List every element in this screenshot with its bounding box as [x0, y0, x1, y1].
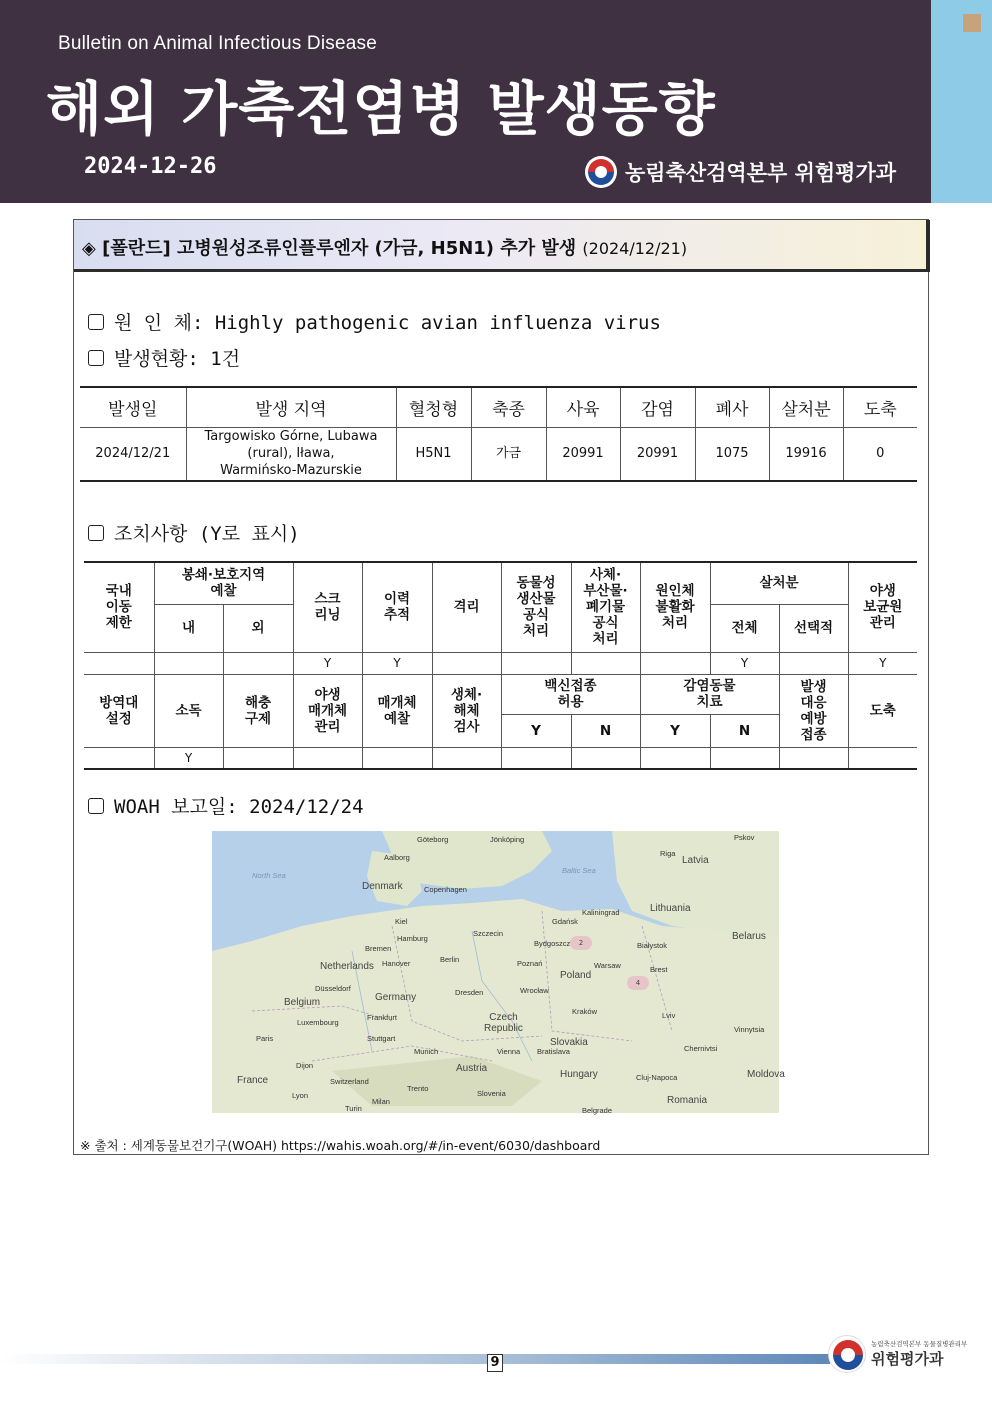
map-label: Slovakia	[550, 1037, 588, 1048]
measures-marks-row-1	[84, 652, 917, 674]
footer-org-big: 위험평가과	[871, 1350, 944, 1368]
mark-cell	[640, 747, 710, 769]
mark-cell	[293, 747, 362, 769]
mark-cell	[84, 652, 154, 674]
outbreak-region	[186, 427, 396, 481]
measure-zone-outside: 외	[223, 604, 293, 652]
map-label: Belgium	[284, 997, 321, 1008]
measure-culling-all: 전체	[710, 604, 779, 652]
mark-cell	[154, 652, 223, 674]
region-line: Targowisko Górne, Lubawa	[204, 429, 378, 445]
map-label: Vinnytsia	[734, 1025, 765, 1034]
mark-cell: Y	[293, 652, 362, 674]
map-label: Hamburg	[397, 934, 428, 943]
map-label: Göteborg	[417, 835, 449, 844]
col-header: 사육	[546, 387, 620, 427]
map-label: Chernivtsi	[684, 1044, 718, 1053]
header-org-name: 농림축산검역본부 위험평가과	[625, 161, 897, 185]
map-label: Belgrade	[582, 1106, 613, 1115]
header-org	[585, 156, 896, 188]
report-title-bar	[74, 220, 930, 272]
mark-cell	[571, 652, 640, 674]
checkbox-square-icon	[88, 525, 104, 541]
measures-heading-text: 조치사항 (Y로 표시)	[114, 523, 300, 545]
map-label: Lyon	[292, 1091, 308, 1100]
map-label: Jönköping	[490, 835, 525, 844]
map-label: France	[237, 1075, 269, 1086]
map-land-svg	[212, 831, 779, 1113]
agent-text: 원 인 체: Highly pathogenic avian influenza virus	[114, 312, 661, 334]
map-label: Frankfurt	[367, 1013, 398, 1022]
measure-culling: 살처분	[710, 562, 848, 604]
outbreak-cluster-marker[interactable]: 4	[627, 976, 649, 990]
col-header: 축종	[471, 387, 546, 427]
measure-preventive-vaccination: 발생 대응 예방 접종	[779, 674, 848, 747]
government-emblem-icon	[585, 156, 617, 188]
outbreak-culled: 19916	[769, 427, 843, 481]
mark-cell	[779, 652, 848, 674]
map-label: Kraków	[572, 1007, 598, 1016]
outbreak-serotype: H5N1	[396, 427, 471, 481]
map-label: Moldova	[747, 1069, 785, 1080]
map-label: Trento	[407, 1084, 429, 1093]
map-label: Netherlands	[320, 961, 374, 972]
map-label: Stuttgart	[367, 1034, 396, 1043]
map-label: Aalborg	[384, 853, 410, 862]
map-label: Bydgoszcz	[534, 939, 571, 948]
mark-cell	[571, 747, 640, 769]
report-title-main: ◈ [폴란드] 고병원성조류인플루엔자 (가금, H5N1) 추가 발생	[82, 238, 583, 259]
measure-carcass-disposal: 사체· 부산물· 폐기물 공식 처리	[571, 562, 640, 652]
mark-cell	[84, 747, 154, 769]
status-text: 발생현황: 1건	[114, 348, 241, 370]
map-label: Kaliningrad	[582, 908, 620, 917]
table-row	[80, 427, 917, 481]
measure-wild-reservoir: 야생 보균원 관리	[848, 562, 917, 652]
col-header: 폐사	[695, 387, 769, 427]
agent-line	[88, 308, 661, 335]
header-side-strip	[931, 0, 992, 203]
measure-disinfection: 소독	[154, 674, 223, 747]
map-label: Dresden	[455, 988, 484, 997]
map-label: Lithuania	[650, 903, 691, 914]
measure-treatment: 감염동물 치료	[640, 674, 779, 714]
mark-cell	[640, 652, 710, 674]
measure-buffer-zone: 방역대 설정	[84, 674, 154, 747]
map-label: Munich	[414, 1047, 439, 1056]
map-label: Milan	[372, 1097, 390, 1106]
footer-org-small: 농림축산검역본부 동물질병관리부	[871, 1340, 968, 1348]
bulletin-subtitle: Bulletin on Animal Infectious Disease	[58, 33, 377, 54]
map-label: Turin	[345, 1104, 362, 1113]
mark-cell: Y	[710, 652, 779, 674]
map-label: Latvia	[682, 855, 709, 866]
woah-report-text: WOAH 보고일: 2024/12/24	[114, 796, 364, 818]
region-line: Warmińsko-Mazurskie	[220, 463, 362, 479]
measure-traceability: 이력 추적	[362, 562, 432, 652]
source-note: ※ 출처 : 세계동물보건기구(WOAH) https://wahis.woah.org/#/in-event/6030/dashboard	[80, 1138, 601, 1153]
measures-heading	[88, 519, 300, 546]
map-label: Kiel	[395, 917, 408, 926]
map-label: Denmark	[362, 881, 403, 892]
map-label: Hanover	[382, 959, 411, 968]
mark-cell	[848, 747, 917, 769]
map-label: Germany	[375, 992, 417, 1003]
header-banner	[0, 0, 931, 203]
col-header: 혈청형	[396, 387, 471, 427]
map-label: Czech Republic	[484, 1012, 523, 1034]
map-label: Paris	[256, 1034, 274, 1043]
measures-marks-row-2	[84, 747, 917, 769]
outbreak-table	[80, 386, 917, 482]
measure-animal-products: 동물성 생산물 공식 처리	[501, 562, 571, 652]
map-label: Bratislava	[537, 1047, 570, 1056]
map-label: Wrocław	[520, 986, 549, 995]
map-label: Hungary	[560, 1069, 598, 1080]
outbreak-date: 2024/12/21	[80, 427, 186, 481]
map-label: North Sea	[252, 871, 286, 880]
outbreak-cluster-marker[interactable]: 2	[570, 936, 592, 950]
map-label: Riga	[660, 849, 676, 858]
col-header: 살처분	[769, 387, 843, 427]
measure-zone-surveillance: 봉쇄·보호지역 예찰	[154, 562, 293, 604]
outbreak-species: 가금	[471, 427, 546, 481]
map-label: Belarus	[732, 931, 766, 942]
status-line	[88, 344, 240, 371]
header-side-square	[963, 14, 981, 32]
map-label: Luxembourg	[297, 1018, 339, 1027]
map-label: Vienna	[497, 1047, 521, 1056]
measure-wild-vector: 야생 매개체 관리	[293, 674, 362, 747]
measure-screening: 스크 리닝	[293, 562, 362, 652]
map-label: Poznań	[517, 959, 543, 968]
measure-vaccination-no: N	[571, 714, 640, 747]
checkbox-square-icon	[88, 798, 104, 814]
map-label: Berlin	[440, 955, 460, 964]
mark-cell: Y	[154, 747, 223, 769]
map-label: Brest	[650, 965, 668, 974]
map-label: Düsseldorf	[315, 984, 351, 993]
map-label: Pskov	[734, 833, 755, 842]
mark-cell	[223, 747, 293, 769]
bulletin-date: 2024-12-26	[84, 154, 217, 179]
measure-slaughter: 도축	[848, 674, 917, 747]
page-number: 9	[487, 1354, 503, 1372]
mark-cell	[501, 652, 571, 674]
outbreak-slaughtered: 0	[843, 427, 917, 481]
measure-inactivation: 원인체 불활화 처리	[640, 562, 710, 652]
government-emblem-icon	[828, 1335, 866, 1373]
outbreak-raised: 20991	[546, 427, 620, 481]
outbreak-infected: 20991	[620, 427, 695, 481]
mark-cell	[779, 747, 848, 769]
bulletin-title: 해외 가축전염병 발생동향	[46, 75, 716, 143]
map-label: Dijon	[296, 1061, 314, 1070]
mark-cell	[223, 652, 293, 674]
report-title	[82, 234, 687, 260]
checkbox-square-icon	[88, 350, 104, 366]
outbreak-dead: 1075	[695, 427, 769, 481]
mark-cell	[362, 747, 432, 769]
measure-vaccination: 백신접종 허용	[501, 674, 640, 714]
mark-cell	[501, 747, 571, 769]
map-label: Szczecin	[473, 929, 504, 938]
map-label: Gdańsk	[552, 917, 578, 926]
mark-cell	[710, 747, 779, 769]
measure-vaccination-yes: Y	[501, 714, 571, 747]
map-label: Baltic Sea	[562, 866, 596, 875]
map-label: Lviv	[662, 1011, 676, 1020]
region-line: (rural), Iława,	[247, 446, 335, 462]
measure-movement-restriction: 국내 이동 제한	[84, 562, 154, 652]
measure-treatment-yes: Y	[640, 714, 710, 747]
map-label: Białystok	[637, 941, 668, 950]
report-title-date: (2024/12/21)	[582, 239, 688, 258]
measures-table	[84, 561, 917, 770]
col-header: 발생 지역	[186, 387, 396, 427]
map-label: Romania	[667, 1095, 708, 1106]
footer-logo	[828, 1335, 967, 1373]
map-label: Bremen	[365, 944, 392, 953]
mark-cell	[432, 747, 501, 769]
col-header: 도축	[843, 387, 917, 427]
map-label: Copenhagen	[424, 885, 467, 894]
map-label: Cluj-Napoca	[636, 1073, 678, 1082]
map-label: Switzerland	[330, 1077, 369, 1086]
checkbox-square-icon	[88, 314, 104, 330]
map-label: Warsaw	[594, 961, 621, 970]
measure-treatment-no: N	[710, 714, 779, 747]
woah-report-line	[88, 792, 364, 819]
mark-cell	[432, 652, 501, 674]
outbreak-header-row	[80, 387, 917, 427]
measure-culling-selective: 선택적	[779, 604, 848, 652]
col-header: 발생일	[80, 387, 186, 427]
measure-vector-surveillance: 매개체 예찰	[362, 674, 432, 747]
measure-quarantine: 격리	[432, 562, 501, 652]
footer-line	[0, 1354, 830, 1364]
measure-zone-inside: 내	[154, 604, 223, 652]
mark-cell: Y	[362, 652, 432, 674]
outbreak-map[interactable]	[212, 831, 785, 1115]
map-label: Austria	[456, 1063, 488, 1074]
map-label: Slovenia	[477, 1089, 506, 1098]
map-label: Poland	[560, 970, 592, 981]
mark-cell: Y	[848, 652, 917, 674]
col-header: 감염	[620, 387, 695, 427]
measure-inspection: 생체· 해체 검사	[432, 674, 501, 747]
measure-vector-control: 해충 구제	[223, 674, 293, 747]
